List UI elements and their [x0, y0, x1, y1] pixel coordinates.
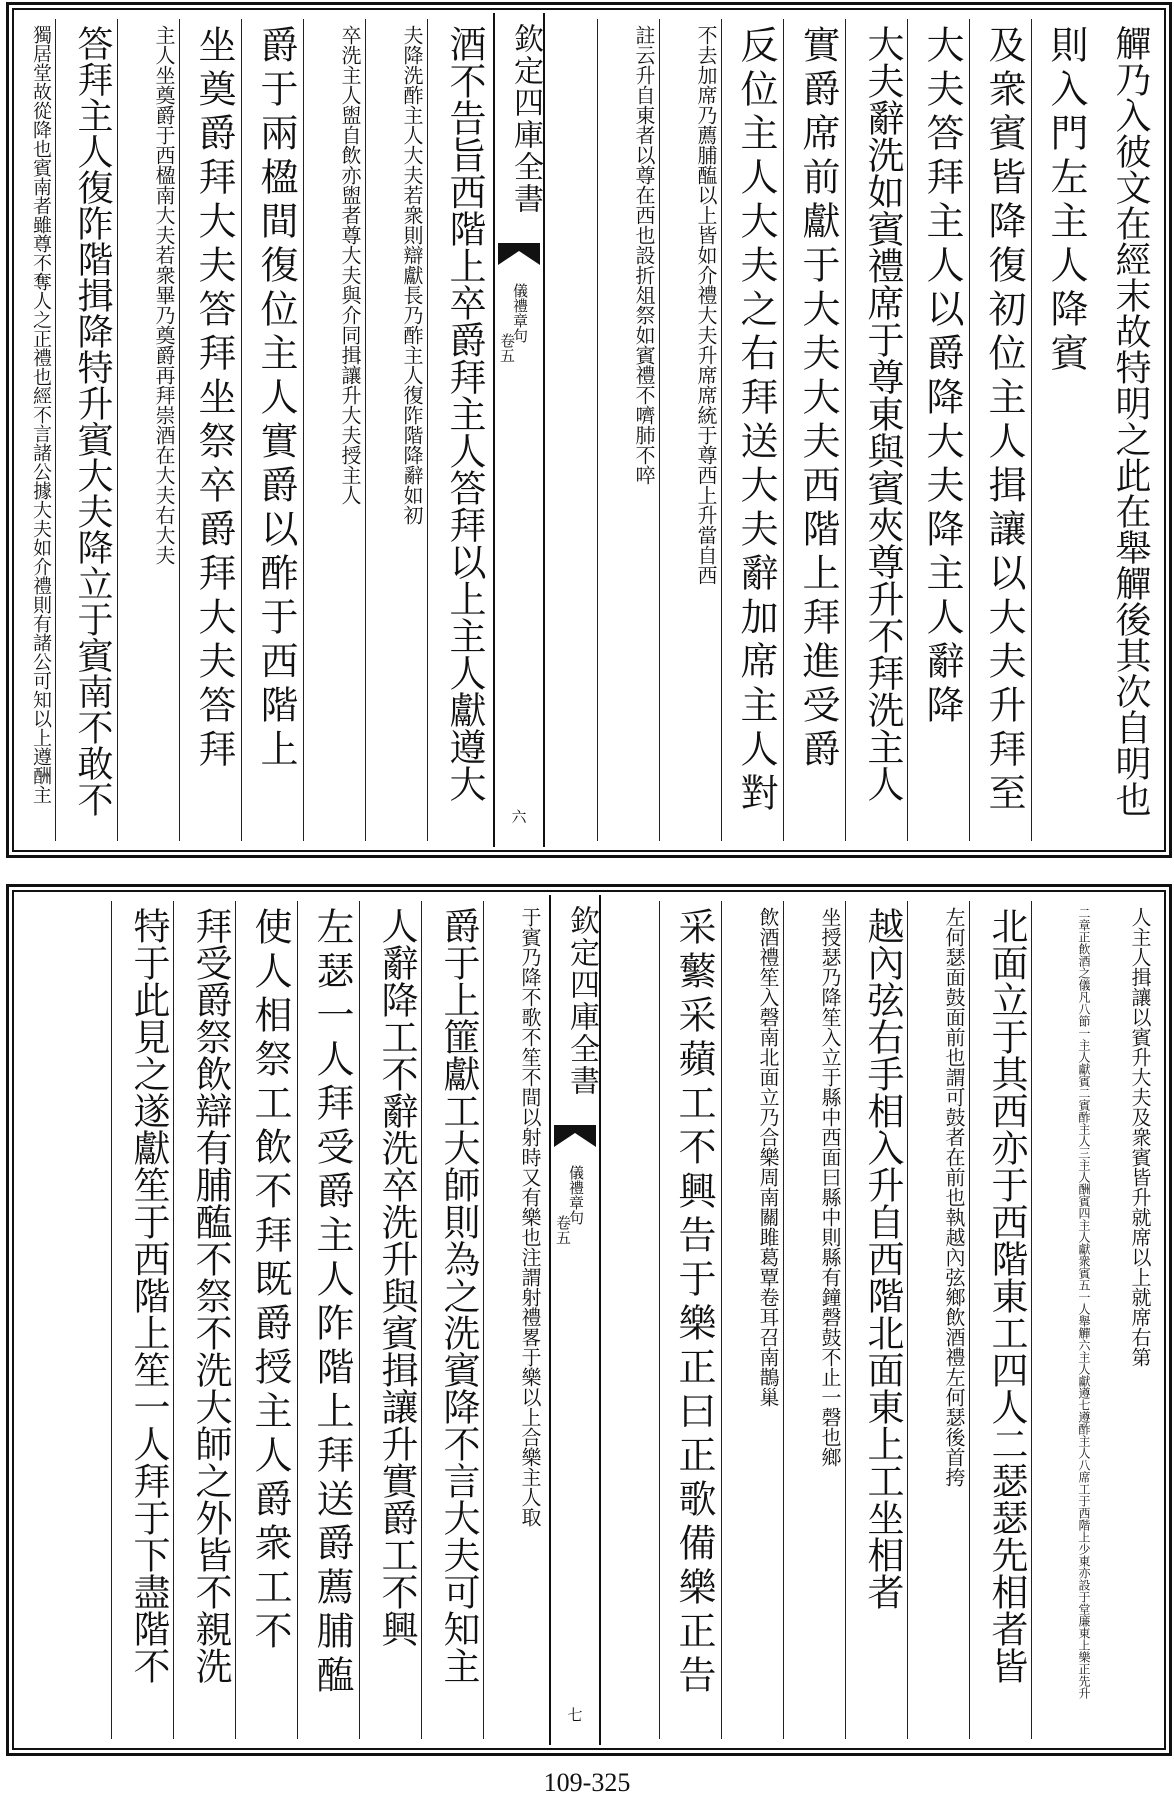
text-column [173, 901, 235, 1739]
text-column [907, 19, 969, 841]
column-text: 采蘩采蘋工不興告于樂正曰正歌備樂正告 [672, 907, 716, 1699]
column-text: 使人相祭工飲不拜既爵授主人爵衆工不 [248, 907, 292, 1655]
text-column [907, 901, 969, 1739]
column-text: 于賓乃降不歌不笙不間以射時又有樂也注謂射禮畧于樂以上合樂主人取 [518, 907, 542, 1527]
text-column [421, 901, 483, 1739]
text-column [659, 901, 721, 1739]
text-column [721, 901, 783, 1739]
text-column [117, 19, 179, 841]
fishtail-ornament-icon [554, 1125, 596, 1155]
column-text: 主人坐奠爵于西楹南大夫若衆畢乃奠爵再拜崇酒在大夫右大夫 [152, 25, 176, 565]
column-text: 左瑟一人拜受爵主人阼階上拜送爵薦脯醢 [310, 907, 354, 1699]
column-text: 不去加席乃薦脯醢以上皆如介禮大夫升席席統于尊西上升當自西 [694, 25, 718, 585]
text-column [179, 19, 241, 841]
column-text: 大夫辭洗如賓禮席于尊東與賓夾尊升不拜洗主人 [861, 25, 904, 802]
column-text: 爵于兩楹間復位主人實爵以酢于西階上 [254, 25, 298, 773]
column-text: 答拜主人復阼階揖降特升賓大夫降立于賓南不敢不 [72, 25, 113, 817]
text-column [721, 19, 783, 841]
page-number: 七 [567, 1706, 583, 1724]
text-column [1093, 901, 1155, 1739]
volume: 卷五 [554, 1215, 572, 1245]
text-column [235, 901, 297, 1739]
text-column [483, 901, 545, 1739]
column-text: 獨居堂故從降也賓南者雖尊不奪人之正禮也經不言諸公據大夫如介禮則有諸公可知以上遵酬主 [30, 25, 52, 804]
bottom-page-panel [6, 884, 1172, 1756]
text-column [359, 901, 421, 1739]
text-column [783, 19, 845, 841]
text-column [845, 19, 907, 841]
column-text: 北面立于其西亦于西階東工四人二瑟瑟先相者皆 [985, 907, 1028, 1684]
top-page-panel [6, 2, 1172, 858]
text-column [55, 19, 117, 841]
volume: 卷五 [498, 333, 516, 363]
text-column [597, 19, 659, 841]
subtitle: 儀禮章句 [567, 1165, 585, 1225]
text-column [111, 901, 173, 1739]
column-text: 大夫答拜主人以爵降大夫降主人辭降 [920, 25, 964, 729]
column-text: 觶乃入彼文在經末故特明之此在舉觶後其次自明也 [1110, 25, 1151, 817]
column-text: 反位主人大夫之右拜送大夫辭加席主人對 [734, 25, 778, 817]
column-text: 左何瑟面鼓面前也謂可鼓者在前也執越內弦鄉飲酒禮左何瑟後首挎 [942, 907, 966, 1487]
page-code: 109-325 [543, 1768, 631, 1797]
text-column [427, 19, 489, 841]
text-column [297, 901, 359, 1739]
column-text: 特于此見之遂獻笙于西階上笙一人拜于下盡階不 [127, 907, 170, 1684]
text-column [365, 19, 427, 841]
column-text: 坐奠爵拜大夫答拜坐祭卒爵拜大夫答拜 [192, 25, 236, 773]
book-title: 欽定四庫全書 [564, 905, 599, 1097]
column-text: 夫降洗酢主人大夫若衆則辯獻長乃酢主人復阼階降辭如初 [400, 25, 424, 525]
book-title: 欽定四庫全書 [508, 23, 543, 215]
text-column [845, 901, 907, 1739]
text-column [969, 19, 1031, 841]
column-text: 及衆賓皆降復初位主人揖讓以大夫升拜至 [982, 25, 1026, 817]
center-label-top [493, 13, 545, 847]
text-column [659, 19, 721, 841]
column-text: 越內弦右手相入升自西階北面東上工坐相者 [861, 907, 904, 1610]
subtitle: 儀禮章句 [511, 283, 529, 343]
column-text: 實爵席前獻于大夫大夫西階上拜進受爵 [796, 25, 840, 773]
column-text: 二章正飲酒之儀凡八節一主人獻賓二賓酢主人三主人酬賓四主人獻衆賓五一人舉觶六主人獻遵七遵酢主人八席工于西階上少東亦設于堂廉東上樂正先升 [1077, 907, 1091, 1699]
text-column [303, 19, 365, 841]
column-text: 人辭降工不辭洗卒洗升與賓揖讓升實爵工不興 [375, 907, 418, 1647]
text-column [969, 901, 1031, 1739]
page-number: 六 [511, 808, 527, 826]
column-text: 則入門左主人降賓 [1044, 25, 1088, 377]
column-text: 爵于上篚獻工大師則為之洗賓降不言大夫可知主 [437, 907, 480, 1684]
column-text: 人主人揖讓以賓升大夫及衆賓皆升就席以上就席右第 [1128, 907, 1152, 1367]
column-text: 註云升自東者以尊在西也設折俎祭如賓禮不嚌肺不啐 [632, 25, 656, 485]
text-column [783, 901, 845, 1739]
center-label-bottom [549, 895, 601, 1745]
text-column [1093, 19, 1155, 841]
fishtail-ornament-icon [498, 243, 540, 273]
text-column [241, 19, 303, 841]
text-column [0, 19, 55, 841]
text-column [1031, 901, 1093, 1739]
column-text: 卒洗主人盥自飲亦盥者尊大夫與介同揖讓升大夫授主人 [338, 25, 362, 505]
column-text: 飲酒禮笙入磬南北面立乃合樂周南關雎葛覃卷耳召南鵲巢 [756, 907, 780, 1407]
column-text: 坐授瑟乃降笙入立于縣中西面曰縣中則縣有鐘磬鼓不止一磬也鄉 [818, 907, 842, 1467]
text-column [1031, 19, 1093, 841]
column-text: 拜受爵祭飲辯有脯醢不祭不洗大師之外皆不親洗 [189, 907, 232, 1684]
column-text: 酒不告旨西階上卒爵拜主人答拜以上主人獻遵大 [443, 25, 486, 802]
